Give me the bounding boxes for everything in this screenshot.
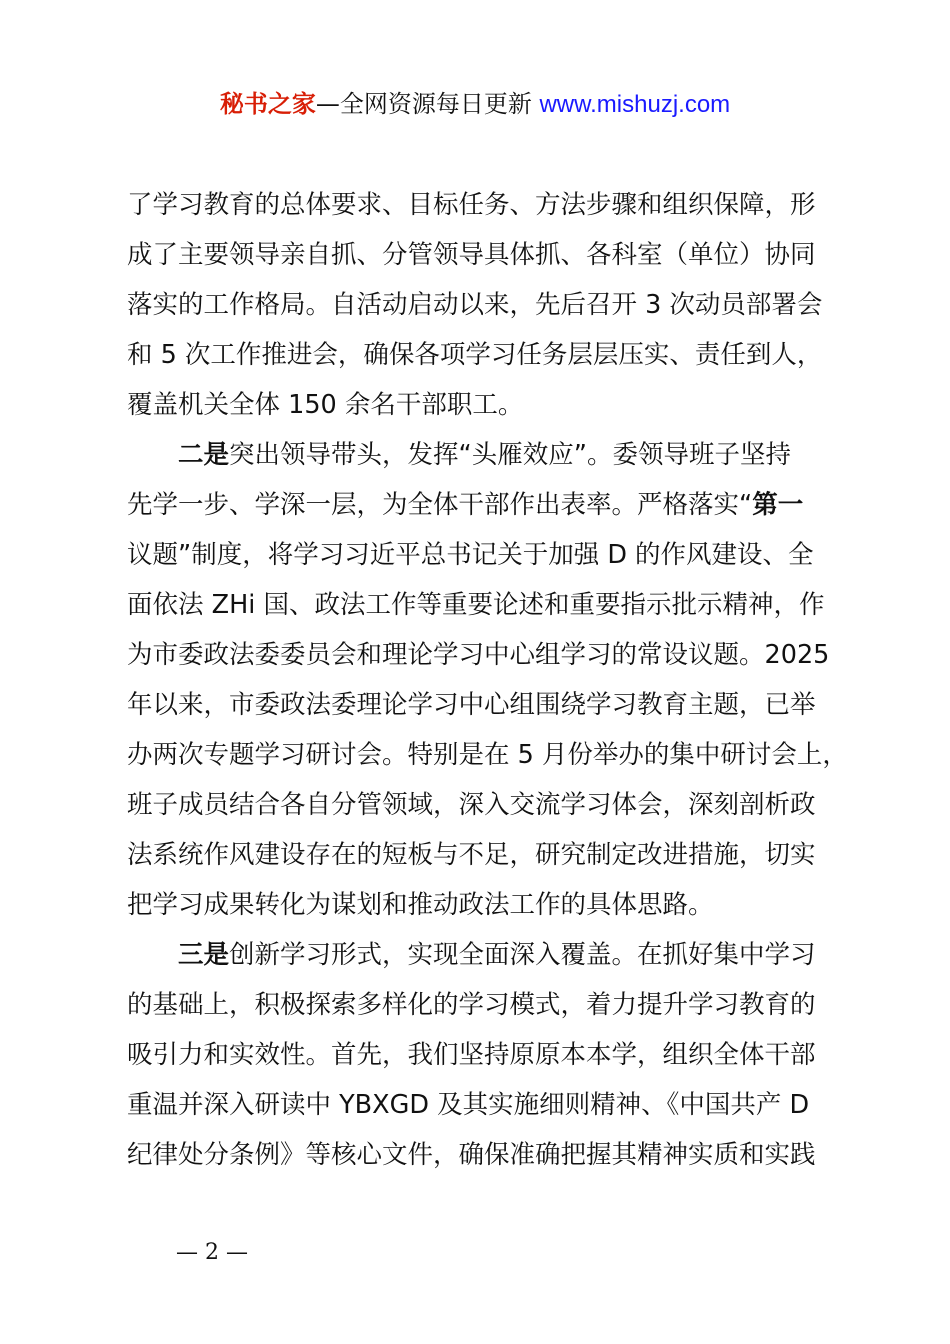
text-line: 的基础上，积极探索多样化的学习模式，着力提升学习教育的 xyxy=(127,990,816,1020)
page-number: — 2 — xyxy=(176,1240,248,1265)
text-line xyxy=(127,480,835,530)
text-span: 创新学习形式，实现全面深入覆盖。在抓好集中学习 xyxy=(229,940,816,970)
paragraph-lead: 二是 xyxy=(178,440,230,470)
text-line: 了学习教育的总体要求、目标任务、方法步骤和组织保障，形 xyxy=(127,190,816,220)
text-line: 和 5 次工作推进会，确保各项学习任务层层压实、责任到人， xyxy=(127,340,823,370)
text-span: 突出领导带头，发挥“头雁效应”。委领导班子坚持 xyxy=(229,440,791,470)
brand-name: 秘书之家 xyxy=(219,90,316,118)
text-line: 吸引力和实效性。首先，我们坚持原原本本学，组织全体干部 xyxy=(127,1040,816,1070)
text-line: 办两次专题学习研讨会。特别是在 5 月份举办的集中研讨会上， xyxy=(127,740,848,770)
text-line: 班子成员结合各自分管领域，深入交流学习体会，深刻剖析政 xyxy=(127,790,816,820)
document-body xyxy=(127,180,848,1180)
text-span: 先学一步、学深一层，为全体干部作出表率。严格落实“ xyxy=(127,490,753,520)
text-line: 法系统作风建设存在的短板与不足，研究制定改进措施，切实 xyxy=(127,840,816,870)
emphasis-text: 第一 xyxy=(752,490,804,520)
paragraph-1 xyxy=(127,180,835,430)
header-tagline: —全网资源每日更新 xyxy=(315,90,532,118)
text-line: 重温并深入研读中 YBXGD 及其实施细则精神、《中国共产 D xyxy=(127,1090,810,1120)
text-line xyxy=(127,930,835,980)
text-line: 面依法 ZHi 国、政法工作等重要论述和重要指示批示精神，作 xyxy=(127,590,825,620)
paragraph-3 xyxy=(127,930,835,1180)
text-line: 成了主要领导亲自抓、分管领导具体抓、各科室（单位）协同 xyxy=(127,240,816,270)
text-line: 把学习成果转化为谋划和推动政法工作的具体思路。 xyxy=(127,890,714,920)
paragraph-lead: 三是 xyxy=(178,940,230,970)
text-line: 覆盖机关全体 150 余名干部职工。 xyxy=(127,390,524,420)
document-header xyxy=(0,88,950,121)
paragraph-2 xyxy=(127,430,848,930)
text-line: 纪律处分条例》等核心文件，确保准确把握其精神实质和实践 xyxy=(127,1140,816,1170)
text-line: 落实的工作格局。自活动启动以来，先后召开 3 次动员部署会 xyxy=(127,290,823,320)
text-line: 议题”制度，将学习习近平总书记关于加强 D 的作风建设、全 xyxy=(127,540,814,570)
text-line: 年以来，市委政法委理论学习中心组围绕学习教育主题，已举 xyxy=(127,690,816,720)
text-line: 为市委政法委委员会和理论学习中心组学习的常设议题。2025 xyxy=(127,640,830,670)
header-site-link[interactable]: www.mishuzj.com xyxy=(539,91,731,118)
text-line xyxy=(127,430,835,480)
